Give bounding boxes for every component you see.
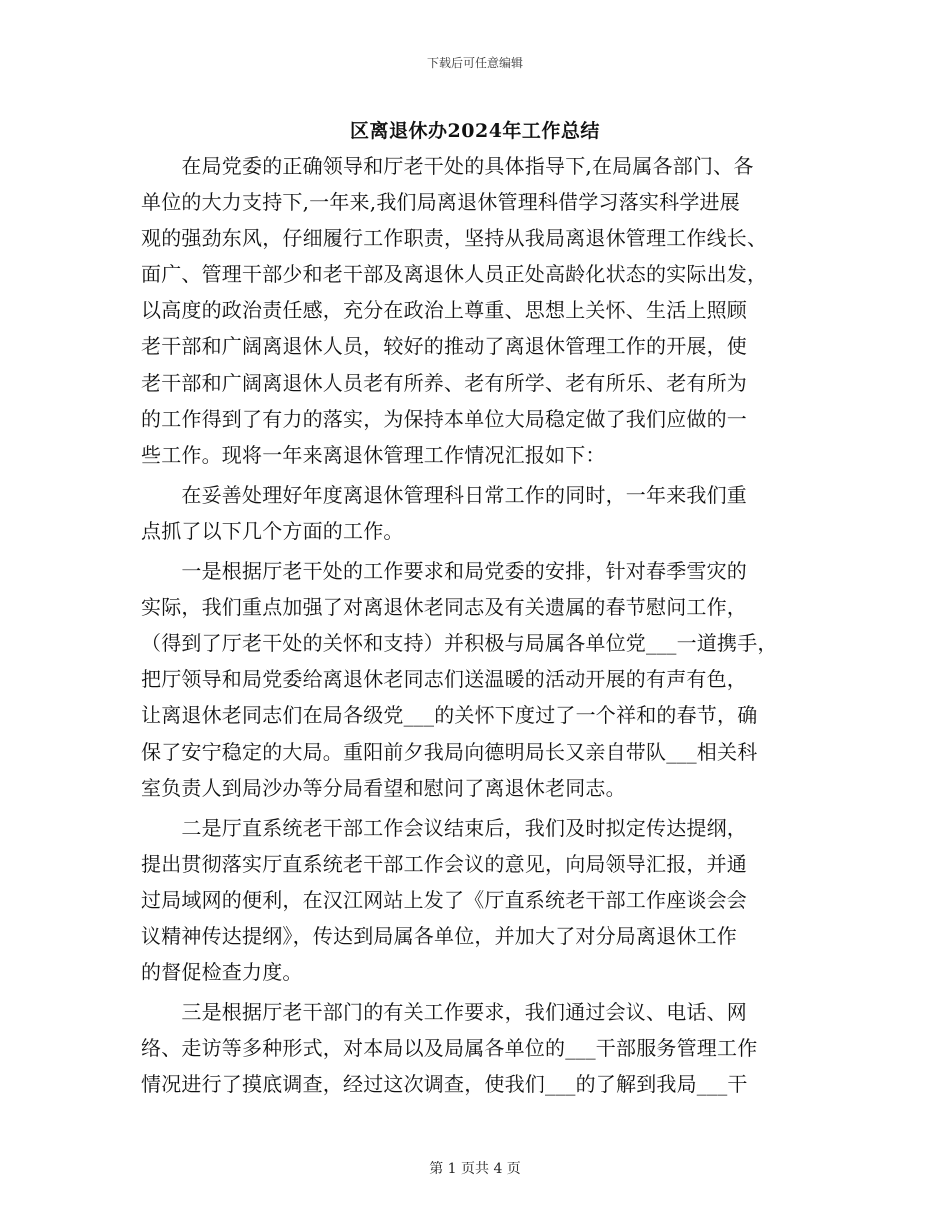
body-line: 二是厅直系统老干部工作会议结束后，我们及时拟定传达提纲，: [141, 815, 747, 840]
body-line: 点抓了以下几个方面的工作。: [141, 518, 404, 543]
body-line: 三是根据厅老干部门的有关工作要求，我们通过会议、电话、网: [141, 1000, 747, 1025]
body-line: 一是根据厅老干处的工作要求和局党委的安排，针对春季雪灾的: [141, 559, 747, 584]
body-line: 面广、管理干部少和老干部及离退休人员正处高龄化状态的实际出发，: [141, 262, 768, 287]
body-line: 在局党委的正确领导和厅老干处的具体指导下,在局属各部门、各: [141, 154, 754, 178]
body-line: 提出贯彻落实厅直系统老干部工作会议的意见，向局领导汇报，并通: [141, 851, 747, 876]
body-line: 的督促检查力度。: [141, 960, 303, 985]
body-line: 以高度的政治责任感，充分在政治上尊重、思想上关怀、生活上照顾: [141, 298, 747, 323]
body-line: 情况进行了摸底调查，经过这次调查，使我们___的了解到我局___干: [141, 1072, 748, 1097]
document-body: [141, 148, 811, 1102]
page-header-note: 下载后可任意编辑: [426, 56, 523, 70]
body-line: 室负责人到局沙办等分局看望和慰问了离退休老同志。: [141, 775, 626, 800]
body-line: 单位的大力支持下,一年来,我们局离退休管理科借学习落实科学进展: [141, 190, 740, 215]
body-line: 络、走访等多种形式，对本局以及局属各单位的___干部服务管理工作: [141, 1036, 758, 1061]
body-line: 在妥善处理好年度离退休管理科日常工作的同时，一年来我们重: [141, 482, 747, 507]
body-line: 老干部和广阔离退休人员老有所养、老有所学、老有所乐、老有所为: [141, 370, 747, 395]
body-line: 把厅领导和局党委给离退休老同志们送温暖的活动开展的有声有色，: [141, 667, 747, 692]
body-line: 些工作。现将一年来离退休管理工作情况汇报如下：: [141, 442, 606, 467]
document-title: 区离退休办2024年工作总结: [350, 120, 600, 142]
body-line: 老干部和广阔离退休人员，较好的推动了离退休管理工作的开展，使: [141, 334, 747, 359]
body-line: 的工作得到了有力的落实，为保持本单位大局稳定做了我们应做的一: [141, 406, 747, 431]
page-number: 第 1 页共 4 页: [429, 1161, 521, 1177]
body-line: 观的强劲东风，仔细履行工作职责，坚持从我局离退休管理工作线长、: [141, 226, 768, 251]
body-line: 保了安宁稳定的大局。重阳前夕我局向德明局长又亲自带队___相关科: [141, 739, 758, 764]
body-line: 过局域网的便利，在汉江网站上发了《厅直系统老干部工作座谈会会: [141, 887, 747, 912]
body-line: （得到了厅老干处的关怀和支持）并积极与局属各单位党___一道携手，: [141, 631, 778, 656]
body-line: 让离退休老同志们在局各级党___的关怀下度过了一个祥和的春节，确: [141, 703, 758, 728]
body-line: 实际，我们重点加强了对离退休老同志及有关遗属的春节慰问工作，: [141, 595, 747, 620]
body-line: 议精神传达提纲》，传达到局属各单位，并加大了对分局离退休工作: [141, 923, 737, 948]
